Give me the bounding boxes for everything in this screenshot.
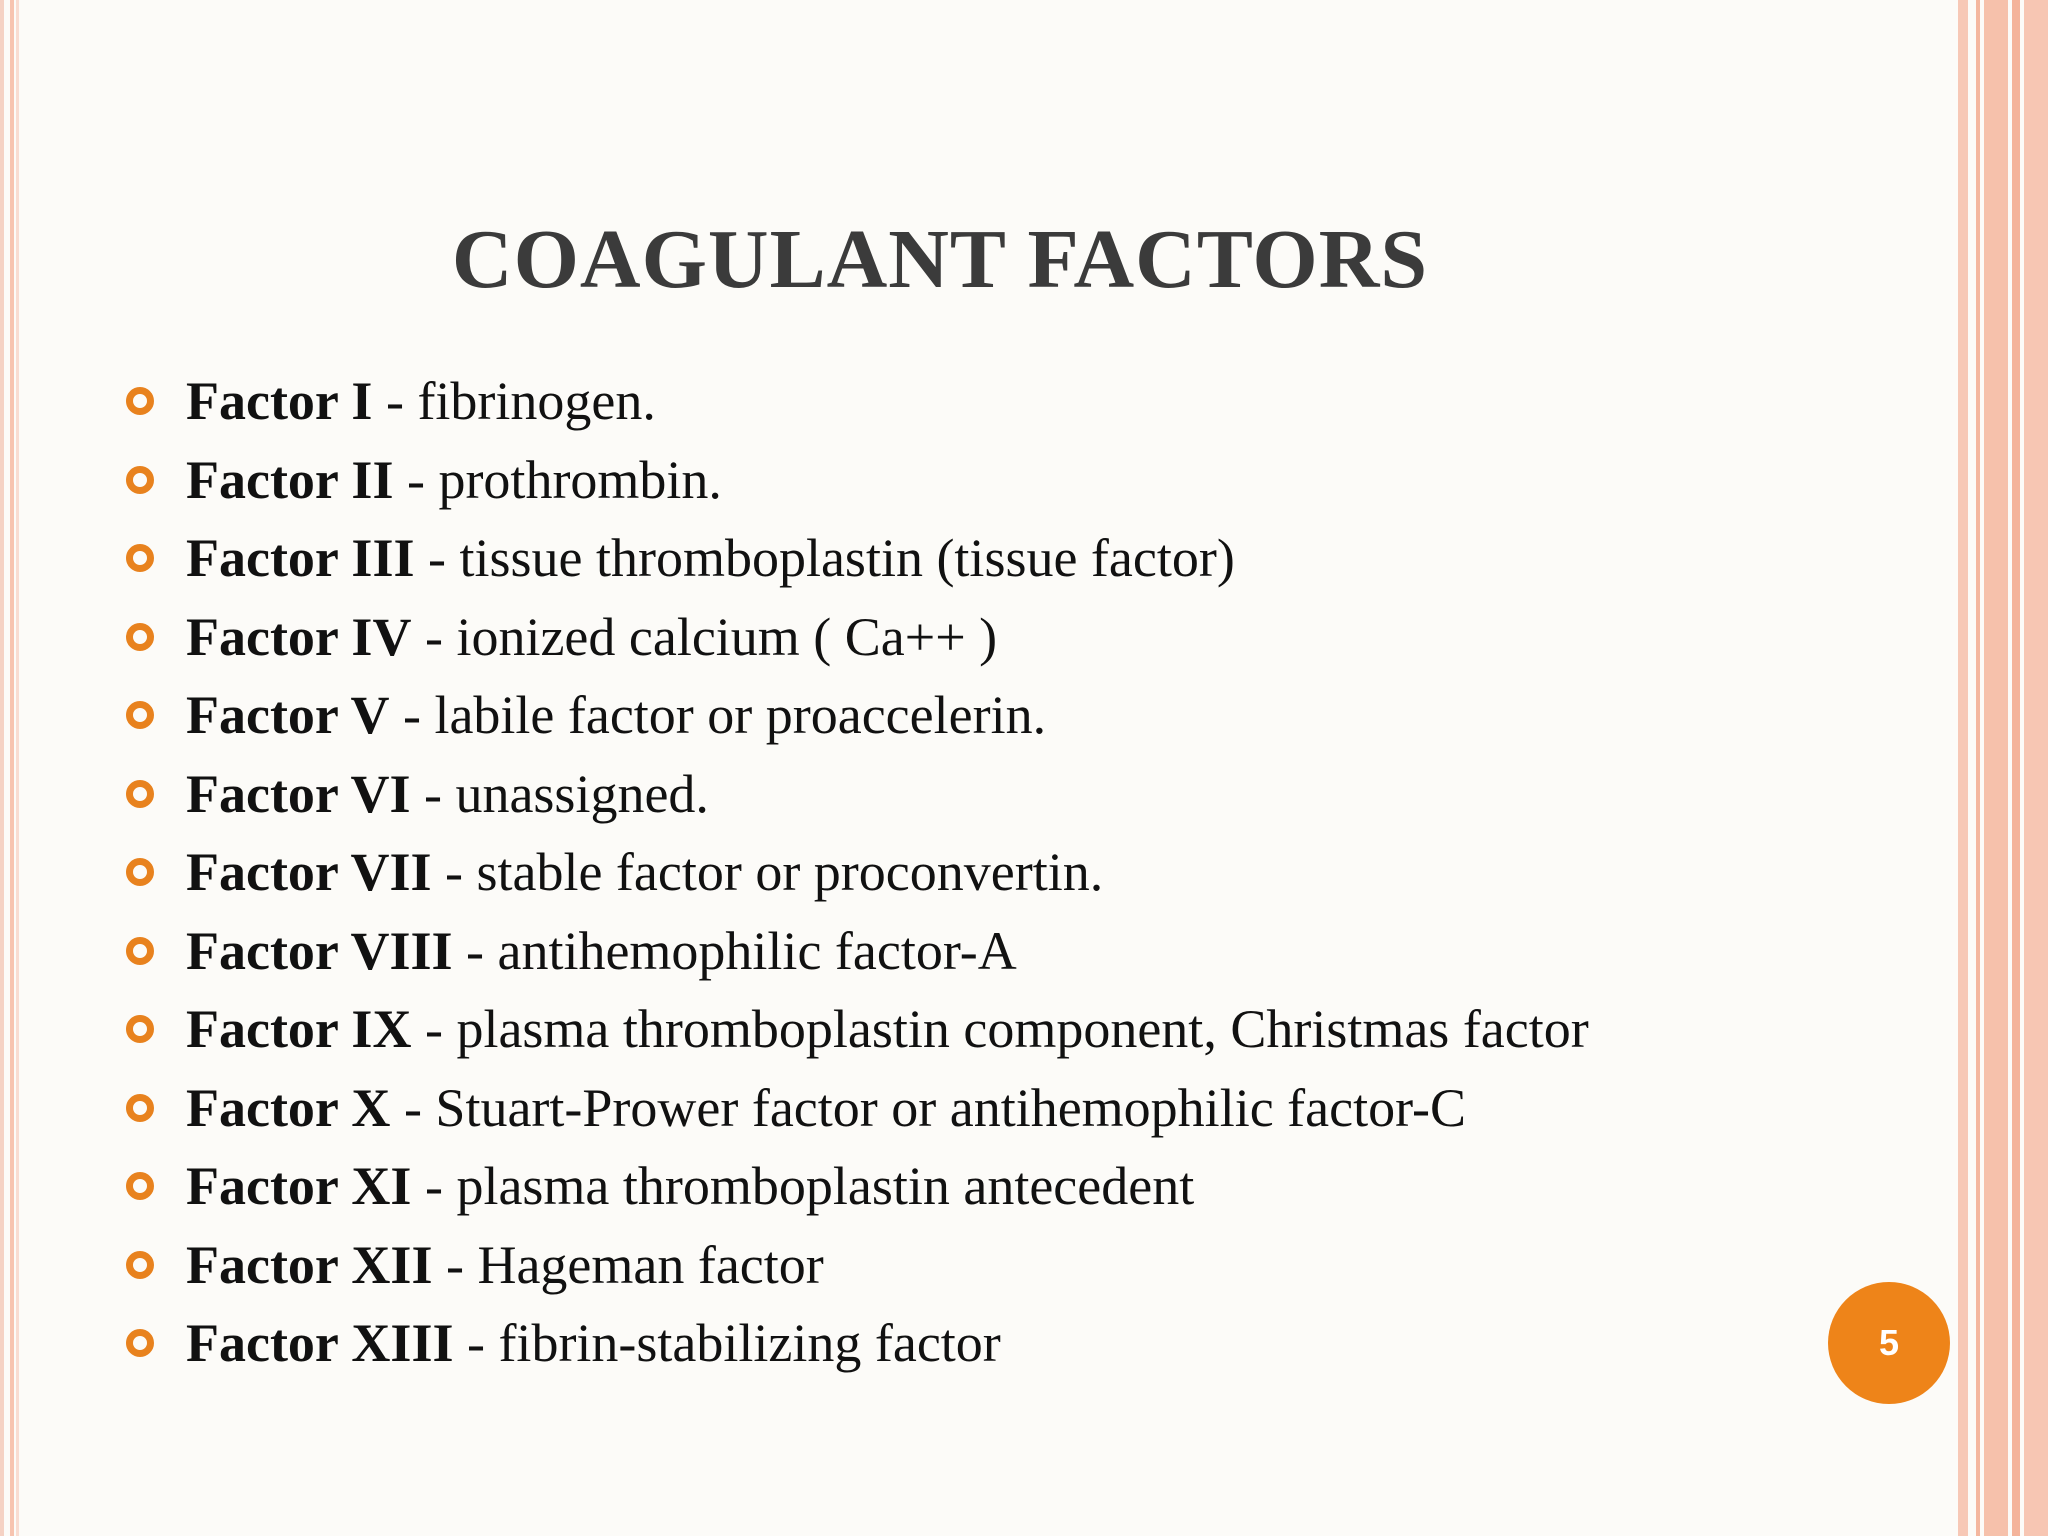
factor-separator: - bbox=[411, 1156, 457, 1217]
factor-separator: - bbox=[432, 1234, 478, 1295]
right-border-stripe bbox=[2012, 0, 2020, 1536]
factor-term: Factor IX bbox=[186, 999, 412, 1060]
list-item bbox=[126, 1147, 1589, 1226]
page-number-badge: 5 bbox=[1828, 1282, 1950, 1404]
factor-description: antihemophilic factor-A bbox=[497, 920, 1017, 981]
circle-bullet-icon bbox=[126, 1172, 154, 1200]
factor-term: Factor X bbox=[186, 1077, 391, 1138]
factor-term: Factor IV bbox=[186, 606, 412, 667]
factor-term: Factor VII bbox=[186, 842, 432, 903]
factor-term: Factor XIII bbox=[186, 1313, 454, 1374]
circle-bullet-icon bbox=[126, 1015, 154, 1043]
factor-separator: - bbox=[431, 842, 477, 903]
factor-description: labile factor or proaccelerin. bbox=[434, 685, 1047, 746]
list-item bbox=[126, 912, 1589, 991]
circle-bullet-icon bbox=[126, 387, 154, 415]
factor-description: tissue thromboplastin (tissue factor) bbox=[459, 528, 1235, 589]
list-item bbox=[126, 755, 1589, 834]
factor-description: Stuart-Prower factor or antihemophilic factor-C bbox=[435, 1077, 1466, 1138]
factor-separator: - bbox=[411, 999, 457, 1060]
factor-term: Factor II bbox=[186, 449, 394, 510]
list-item bbox=[126, 1226, 1589, 1305]
list-item bbox=[126, 362, 1589, 441]
list-item bbox=[126, 598, 1589, 677]
circle-bullet-icon bbox=[126, 1094, 154, 1122]
factor-separator: - bbox=[414, 528, 460, 589]
factor-description: plasma thromboplastin antecedent bbox=[456, 1156, 1195, 1217]
factor-term: Factor VIII bbox=[186, 920, 453, 981]
right-border-stripe bbox=[2024, 0, 2048, 1536]
circle-bullet-icon bbox=[126, 466, 154, 494]
factor-separator: - bbox=[372, 371, 418, 432]
list-item bbox=[126, 519, 1589, 598]
factor-description: plasma thromboplastin component, Christmas factor bbox=[456, 999, 1589, 1060]
factor-description: unassigned. bbox=[455, 763, 709, 824]
factor-separator: - bbox=[411, 606, 457, 667]
factor-term: Factor III bbox=[186, 528, 415, 589]
factor-description: prothrombin. bbox=[438, 449, 722, 510]
factor-description: stable factor or proconvertin. bbox=[476, 842, 1104, 903]
factor-description: Hageman factor bbox=[477, 1234, 824, 1295]
factor-separator: - bbox=[453, 1313, 499, 1374]
circle-bullet-icon bbox=[126, 1329, 154, 1357]
factor-term: Factor VI bbox=[186, 763, 411, 824]
list-item bbox=[126, 441, 1589, 520]
factor-term: Factor V bbox=[186, 685, 390, 746]
factor-term: Factor I bbox=[186, 371, 373, 432]
factor-term: Factor XI bbox=[186, 1156, 412, 1217]
slide-title: COAGULANT FACTORS bbox=[451, 213, 1429, 306]
list-item bbox=[126, 990, 1589, 1069]
list-item bbox=[126, 833, 1589, 912]
circle-bullet-icon bbox=[126, 544, 154, 572]
left-border-stripe bbox=[0, 0, 4, 1536]
list-item bbox=[126, 676, 1589, 755]
factor-term: Factor XII bbox=[186, 1234, 433, 1295]
circle-bullet-icon bbox=[126, 937, 154, 965]
factor-separator: - bbox=[452, 920, 498, 981]
right-border-stripe bbox=[1958, 0, 1968, 1536]
right-border-stripe bbox=[1984, 0, 2008, 1536]
circle-bullet-icon bbox=[126, 1251, 154, 1279]
factor-list bbox=[126, 362, 1589, 1383]
left-border-stripe bbox=[16, 0, 19, 1536]
factor-description: ionized calcium ( Ca++ ) bbox=[456, 606, 998, 667]
factor-separator: - bbox=[389, 685, 435, 746]
circle-bullet-icon bbox=[126, 623, 154, 651]
circle-bullet-icon bbox=[126, 858, 154, 886]
circle-bullet-icon bbox=[126, 780, 154, 808]
factor-separator: - bbox=[393, 449, 439, 510]
circle-bullet-icon bbox=[126, 701, 154, 729]
right-border-stripe bbox=[1976, 0, 1980, 1536]
list-item bbox=[126, 1304, 1589, 1383]
factor-separator: - bbox=[410, 763, 456, 824]
list-item bbox=[126, 1069, 1589, 1148]
factor-separator: - bbox=[390, 1077, 436, 1138]
factor-description: fibrin-stabilizing factor bbox=[498, 1313, 1001, 1374]
factor-description: fibrinogen. bbox=[417, 371, 656, 432]
left-border-stripe bbox=[10, 0, 14, 1536]
